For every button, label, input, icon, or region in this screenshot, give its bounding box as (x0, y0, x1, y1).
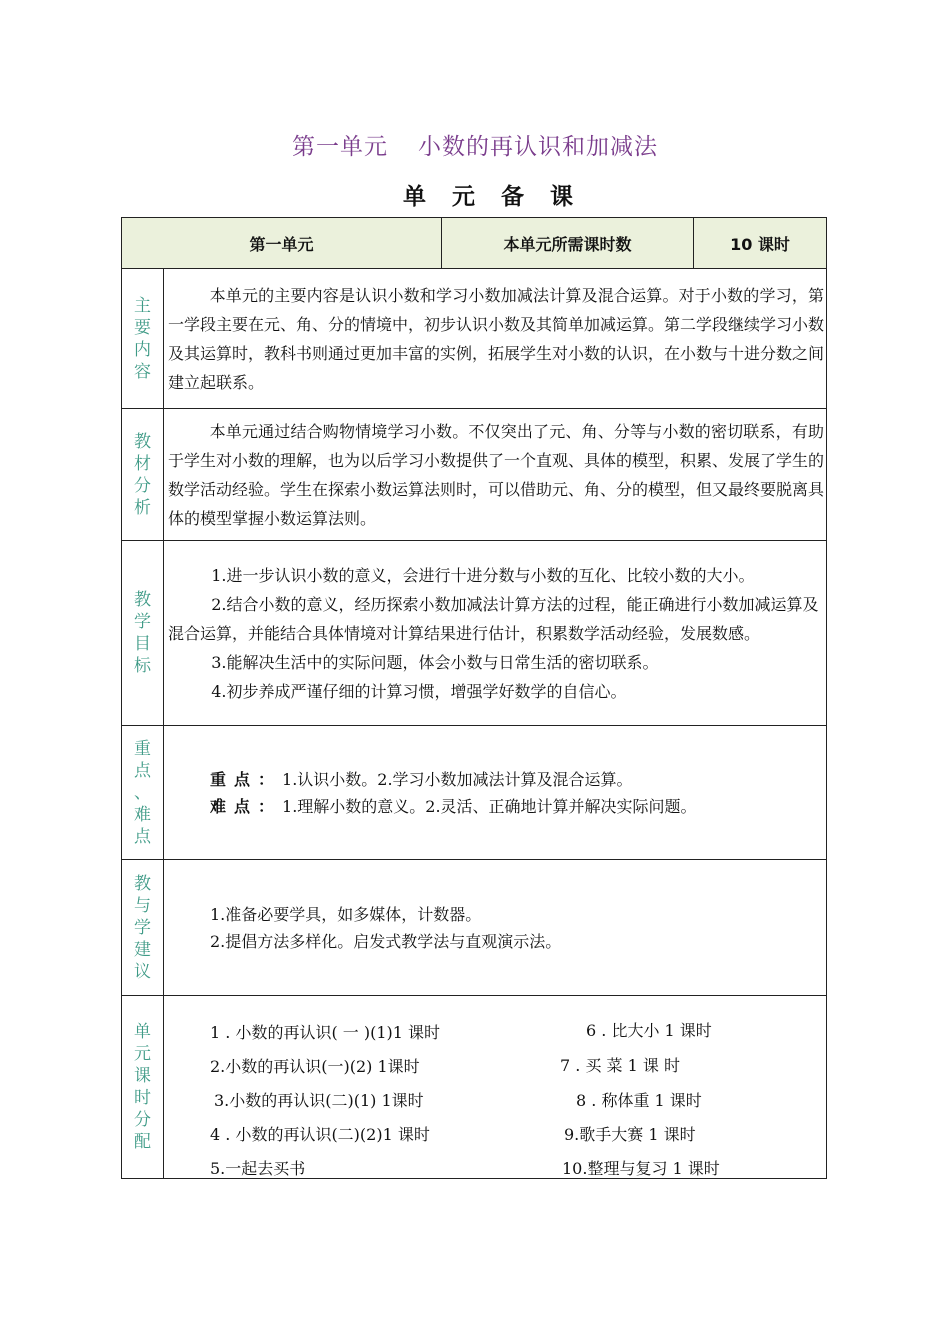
key-point-line (210, 766, 826, 793)
analysis-text: 本单元通过结合购物情境学习小数。不仅突出了元、角、分等与小数的密切联系，有助于学生对小数的理解，也为以后学习小数提供了一个直观、具体的模型，积累、发展了学生的数学活动经验。学生在探索小数运算法则时，可以借助元、角、分的模型，但又最终要脱离具体的模型掌握小数运算法则。 (164, 409, 827, 541)
goal-item: 1.进一步认识小数的意义，会进行十进分数与小数的互化、比较小数的大小。 (211, 565, 755, 585)
schedule-label: 单 元 课 时 分 配 (122, 996, 164, 1179)
suggestion-label: 教 与 学 建 议 (122, 860, 164, 996)
title-unit: 第一单元 (292, 134, 388, 160)
content-text: 本单元的主要内容是认识小数和学习小数加减法计算及混合运算。对于小数的学习，第一学段主要在元、角、分的情境中，初步认识小数及其简单加减运算。第二学段继续学习小数及其运算时，教科书则通过更加丰富的实例，拓展学生对小数的认识，在小数与十进分数之间建立起联系。 (164, 269, 827, 409)
suggestion-item: 1.准备必要学具，如多媒体，计数器。 (210, 904, 482, 924)
key-point-text: 1.认识小数。2.学习小数加减法计算及混合运算。 (282, 769, 633, 789)
key-points-row (122, 726, 827, 860)
schedule-item: 7 . 买 菜 1 课 时 (560, 1056, 680, 1075)
schedule-item: 5.一起去买书 (210, 1159, 306, 1178)
lesson-plan-table (121, 217, 827, 1179)
hours-label-cell: 本单元所需课时数 (442, 218, 694, 269)
hours-value-cell: 10 课时 (694, 218, 827, 269)
schedule-item: 10.整理与复习 1 课时 (562, 1159, 720, 1178)
difficulty-text: 1.理解小数的意义。2.灵活、正确地计算并解决实际问题。 (282, 796, 697, 816)
goals-label: 教 学 目 标 (122, 541, 164, 726)
schedule-item: 6 . 比大小 1 课时 (586, 1021, 712, 1040)
document-title (0, 128, 950, 161)
schedule-item: 2.小数的再认识(一)(2) 1课时 (210, 1057, 420, 1076)
schedule-item: 9.歌手大赛 1 课时 (564, 1125, 696, 1144)
analysis-row (122, 409, 827, 541)
suggestion-list (164, 860, 827, 996)
key-points-content (164, 726, 827, 860)
schedule-item: 1 . 小数的再认识( 一 )(1)1 课时 (210, 1023, 441, 1042)
goals-row (122, 541, 827, 726)
schedule-item: 3.小数的再认识(二)(1) 1课时 (214, 1091, 424, 1110)
title-topic: 小数的再认识和加减法 (418, 134, 658, 160)
goal-item: 3.能解决生活中的实际问题，体会小数与日常生活的密切联系。 (211, 652, 659, 672)
document-subtitle: 单元备课 (403, 184, 599, 210)
suggestion-row (122, 860, 827, 996)
schedule-content (164, 996, 827, 1179)
unit-cell: 第一单元 (122, 218, 442, 269)
key-point-label: 重点： (210, 769, 283, 789)
goal-item: 4.初步养成严谨仔细的计算习惯，增强学好数学的自信心。 (211, 681, 627, 701)
difficulty-line (210, 793, 826, 820)
key-points-label: 重 点 、 难 点 (122, 726, 164, 860)
content-row (122, 269, 827, 409)
schedule-item: 8 . 称体重 1 课时 (576, 1091, 702, 1110)
content-label: 主 要 内 容 (122, 269, 164, 409)
schedule-row (122, 996, 827, 1179)
difficulty-label: 难点： (210, 796, 283, 816)
goal-item: 2.结合小数的意义，经历探索小数加减法计算方法的过程，能正确进行小数加减运算及混合运算，并能结合具体情境对计算结果进行估计，积累数学活动经验，发展数感。 (168, 594, 819, 643)
suggestion-item: 2.提倡方法多样化。启发式教学法与直观演示法。 (210, 931, 562, 951)
analysis-label: 教 材 分 析 (122, 409, 164, 541)
header-row (122, 218, 827, 269)
goals-list (164, 541, 827, 726)
schedule-item: 4 . 小数的再认识(二)(2)1 课时 (210, 1125, 430, 1144)
